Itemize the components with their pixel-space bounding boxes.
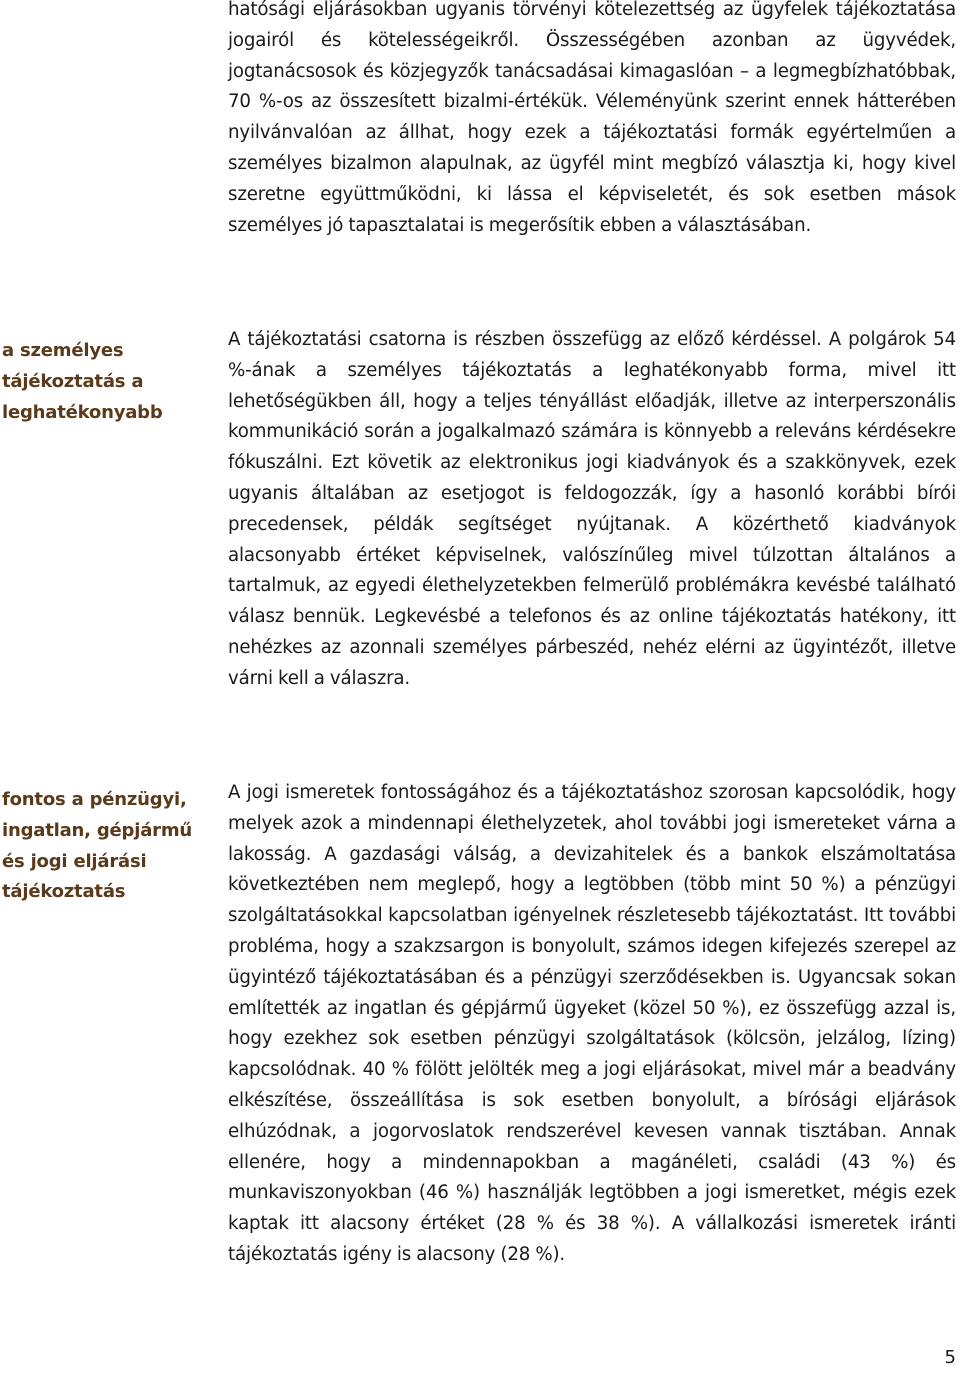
sidenote-szemelyes-tajekoztatas: a személyes tájékoztatás a leghatékonyabb (2, 340, 163, 423)
body-paragraph-jogi-ismeretek: A jogi ismeretek fontosságához és a tájékoztatáshoz szorosan kapcsolódik, hogy melyek azok a mindennapi élethelyzetek, ahol további jogi ismereteket várna a lakosság. A gazdasági válság, a devizahitelek és a bankok elszámoltatása következtében nem meglepő, hogy a legtöbben (több mint 50 %) a pénzügyi szolgáltatásokkal kapcsolatban igényelnek részletesebb tájékoztatást. Itt további probléma, hogy a szakzsargon is bonyolult, számos idegen kifejezés szerepel az ügyintéző tájékoztatásában és a pénzügyi szerződésekben is. Ugyancsak sokan említették az ingatlan és gépjármű ügyeket (közel 50 %), ez összefügg azzal is, hogy ezekhez sok esetben pénzügyi szolgáltatások (kölcsön, jelzálog, lízing) kapcsolódnak. 40 % fölött jelölték meg a jogi eljárásokat, mivel már a beadvány elkészítése, összeállítása is sok esetben bonyolult, a bírósági eljárások elhúzódnak, a jogorvoslatok rendszerével kevesen vannak tisztában. Annak ellenére, hogy a mindennapokban a magánéleti, családi (43 %) és munkaviszonyokban (46 %) használják legtöbben a jogi ismeretket, mégis ezek kaptak itt alacsony értéket (28 % és 38 %). A vállalkozási ismeretek iránti tájékoztatás igény is alacsony (28 %). (228, 782, 956, 1265)
page-number: 5 (944, 1347, 956, 1368)
body-paragraph-bizalom: hatósági eljárásokban ugyanis törvényi kötelezettség az ügyfelek tájékoztatása jogairól és kötelességeikről. Összességében azonban az ügyvédek, jogtanácsosok és közjegyzők tanácsadásai kimagaslóan – a legmegbízhatóbbak, 70 %-os az összesített bizalmi-értékük. Véleményünk szerint ennek hátterében nyilvánvalóan az állhat, hogy ezek a tájékoztatási formák egyértelműen a személyes bizalmon alapulnak, az ügyfél mint megbízó választja ki, hogy kivel szeretne együttműködni, ki lássa el képviseletét, és sok esetben mások személyes jó tapasztalatai is megerősítik ebben a választásában. (228, 0, 956, 236)
body-paragraph-tajekoztatasi-csatorna: A tájékoztatási csatorna is részben összefügg az előző kérdéssel. A polgárok 54 %-ának a személyes tájékoztatás a leghatékonyabb forma, mivel itt lehetőségükben áll, hogy a teljes tényállást előadják, illetve az interperszonális kommunikáció során a jogalkalmazó számára is könnyebb a releváns kérdésekre fókuszálni. Ezt követik az elektronikus jogi kiadványok és a szakkönyvek, ezek ugyanis általában az esetjogot is feldogozzák, így a hasonló korábbi bírói precedensek, példák segítséget nyújtanak. A közérthető kiadványok alacsonyabb értéket képviselnek, valószínűleg mivel túlzottan általános a tartalmuk, az egyedi élethelyzetekben felmerülő problémákra kevésbé található válasz bennük. Legkevésbé a telefonos és az online tájékoztatás hatékony, itt nehézkes az azonnali személyes párbeszéd, nehéz elérni az ügyintézőt, illetve várni kell a válaszra. (228, 329, 956, 689)
sidenote-penzugyi-tajekoztatas: fontos a pénzügyi, ingatlan, gépjármű és jogi eljárási tájékoztatás (2, 789, 192, 903)
